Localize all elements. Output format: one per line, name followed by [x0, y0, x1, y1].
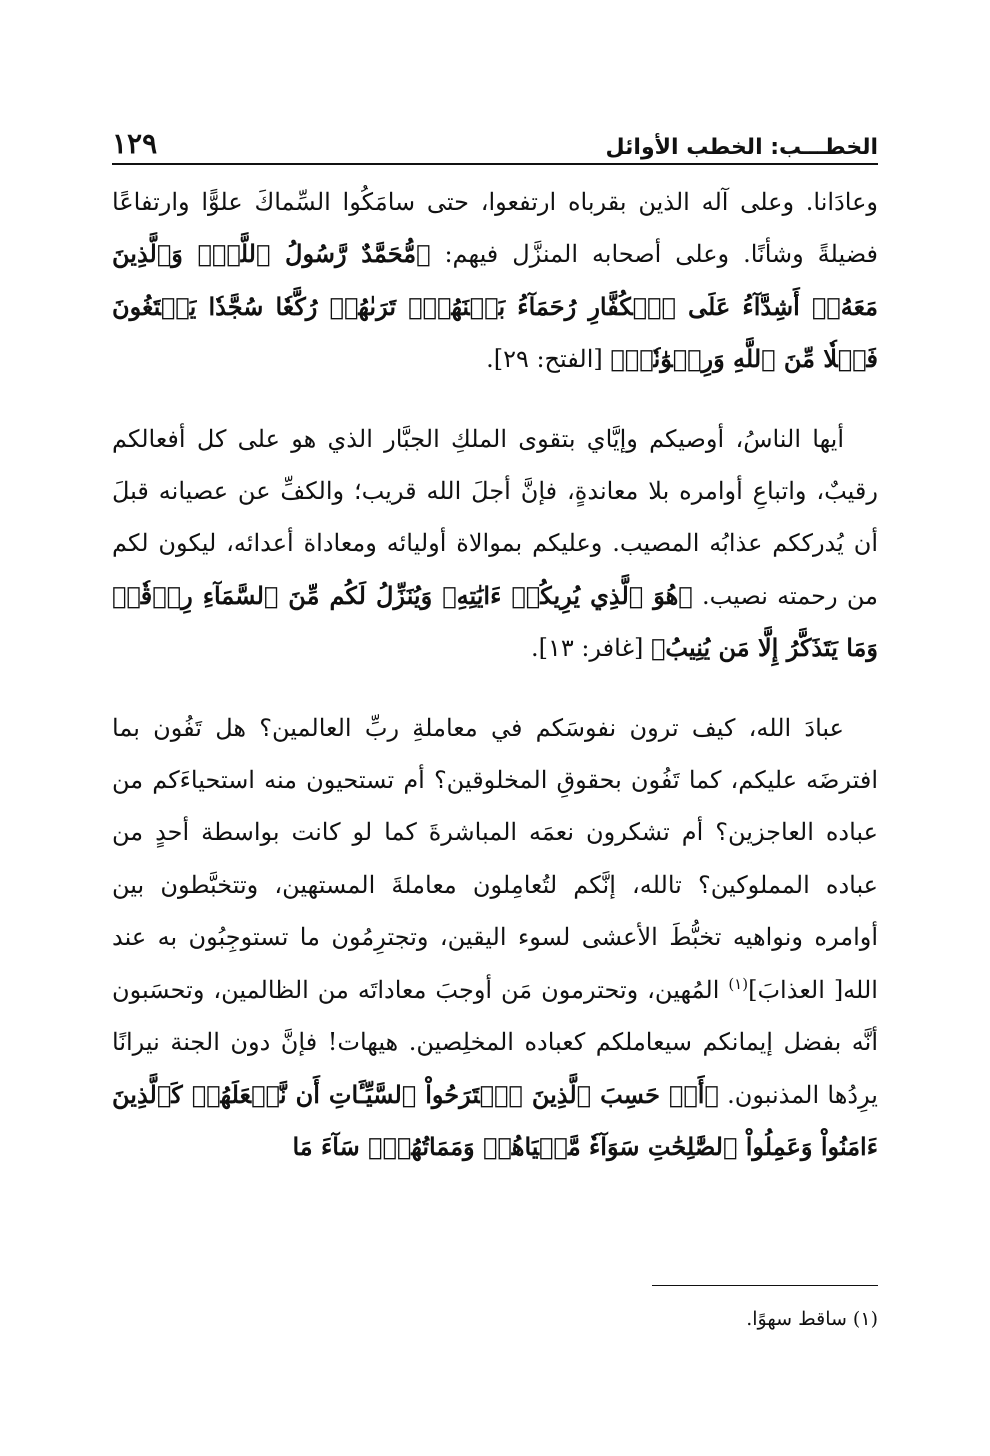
running-title: الخطـــب: الخطب الأوائل: [605, 135, 878, 160]
text-segment: المُهين، وتحترمون مَن أوجبَ معاداتَه من الظالمين، وتحسَبون أنَّه بفضل إيمانكم سيعاملكم كعباده المخلِصين. هيهات! فإنَّ دون الجنة نيرانًا يرِدُها المذنبون.: [112, 975, 878, 1109]
header-rule: [112, 163, 878, 165]
page-number: ١٢٩: [112, 127, 158, 160]
verse-reference: [الفتح: ٢٩].: [486, 345, 611, 374]
footnote-rule: [652, 1285, 878, 1286]
quran-verse: ﴿أَمۡ حَسِبَ ٱلَّذِينَ ٱجۡتَرَحُواْ ٱلسَّيِّـَٔاتِ أَن نَّجۡعَلَهُمۡ كَٱلَّذِينَ ءَامَنُواْ وَعَمِلُواْ ٱلصَّٰلِحَٰتِ سَوَآءٗ مَّحۡيَاهُمۡ وَمَمَاتُهُمۡۚ سَآءَ مَا: [112, 1079, 878, 1161]
quran-verse: ﴿هُوَ ٱلَّذِي يُرِيكُمۡ ءَايَٰتِهِۦ وَيُنَزِّلُ لَكُم مِّنَ ٱلسَّمَآءِ رِزۡقٗاۚ وَمَا يَتَذَكَّرُ إِلَّا مَن يُنِيبُ﴾: [112, 580, 878, 663]
paragraph-1: [112, 176, 878, 386]
main-text: [112, 176, 878, 1173]
verse-reference: [غافر: ١٣].: [530, 634, 652, 663]
quran-verse: ﴿مُّحَمَّدٌ رَّسُولُ ٱللَّهِۚ وَٱلَّذِينَ مَعَهُۥٓ أَشِدَّآءُ عَلَى ٱلۡكُفَّارِ رُحَمَآءُ بَيۡنَهُمۡۖ تَرَىٰهُمۡ رُكَّعٗا سُجَّدٗا يَبۡتَغُونَ فَضۡلٗا مِّنَ ٱللَّهِ وَرِضۡوَٰنٗاۖ﴾: [112, 239, 878, 374]
text-segment: وعادَانا. وعلى آله الذين بقرباه ارتفعوا، حتى سامَكُوا السِّماكَ علوًّا وارتفاعًا فضيلةً وشأنًا. وعلى أصحابه المنزَّل فيهم:: [112, 188, 879, 269]
paragraph-3: [112, 702, 878, 1174]
footnote-marker: (١): [728, 974, 749, 993]
footnote: (١) ساقط سهوًا.: [746, 1308, 878, 1330]
text-segment: أيها الناسُ، أوصيكم وإيَّاي بتقوى الملكِ الجبَّار الذي هو على كل أفعالكم رقيبٌ، واتباعِ أوامره بلا معاندةٍ، فإنَّ أجلَ الله قريب؛ والكفِّ عن عصيانه قبلَ أن يُدرككم عذابُه المصيب. وعليكم بموالاة أوليائه ومعاداة أعدائه، ليكون لكم من رحمته نصيب.: [112, 424, 879, 610]
paragraph-2: [112, 413, 878, 675]
running-header: [112, 120, 878, 160]
text-segment: عبادَ الله، كيف ترون نفوسَكم في معاملةِ ربِّ العالمين؟ هل تَفُون بما افترضَه عليكم، كما تَفُون بحقوقِ المخلوقين؟ أم تستحيون منه استحياءَكم من عباده العاجزين؟ أم تشكرون نعمَه المباشرةَ كما لو كانت بواسطة أحدٍ من عباده المملوكين؟ تالله، إنَّكم لتُعامِلون معاملةَ المستهين، وتتخبَّطون بين أوامره ونواهيه تخبُّطَ الأعشى لسوء اليقين، وتجترِمُون ما تستوجِبُون به عند الله[ العذابَ]: [112, 713, 878, 1004]
